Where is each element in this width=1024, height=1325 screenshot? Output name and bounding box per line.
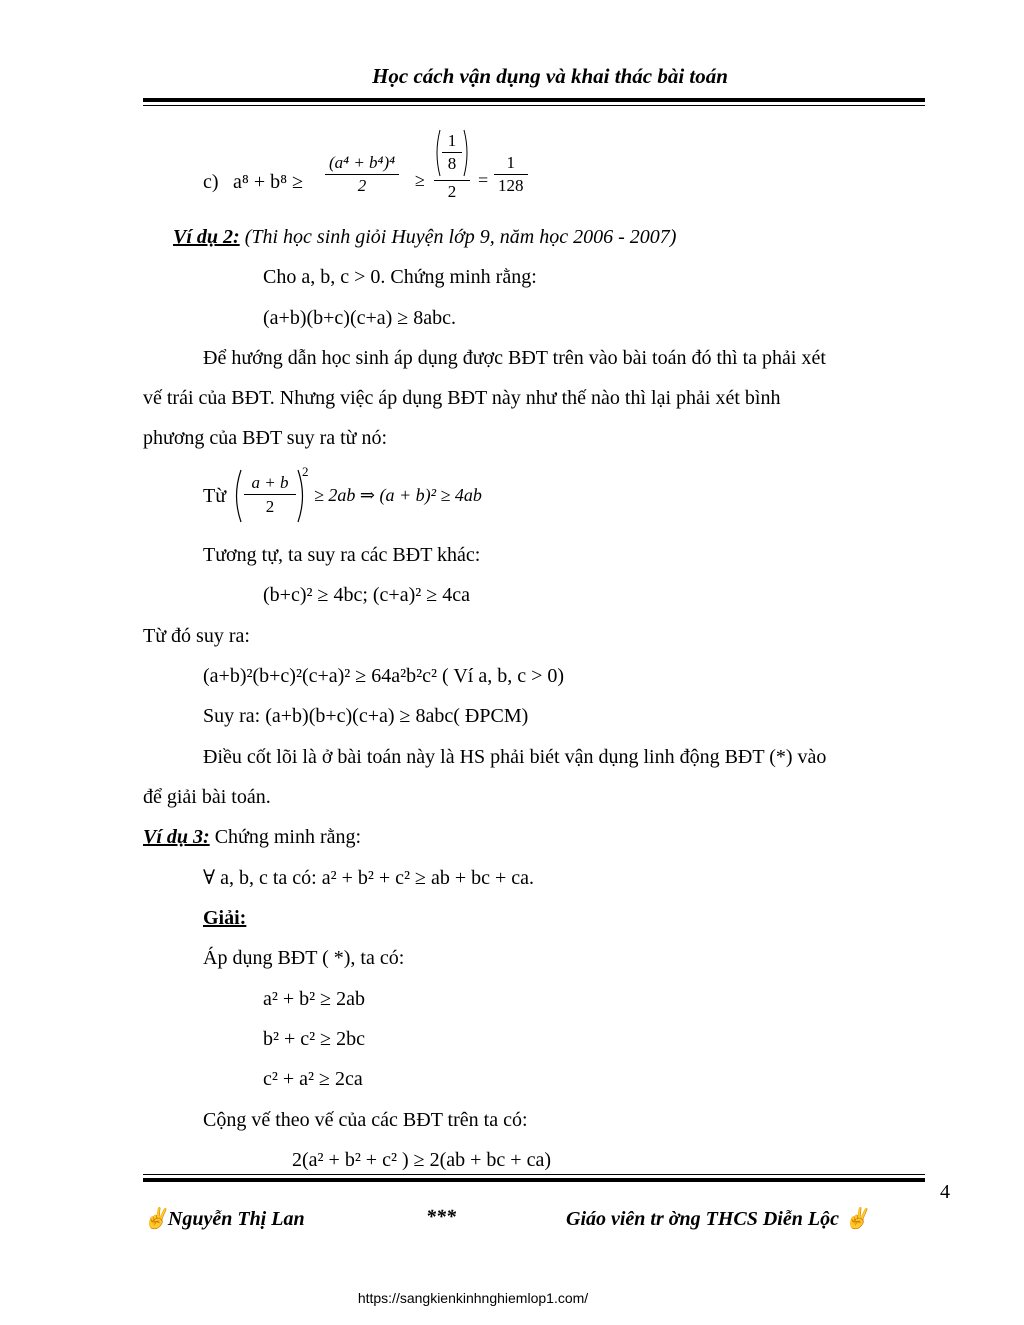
tu-numerator: a + b	[244, 472, 296, 495]
sum-text: Cộng vế theo vế của các BĐT trên ta có:	[203, 1109, 528, 1131]
footer-stars: ***	[426, 1206, 456, 1228]
conclusion-text: Suy ra: (a+b)(b+c)(c+a) ≥ 8abc( ĐPCM)	[203, 705, 529, 727]
footer-school: Giáo viên tr ờng THCS Diễn Lộc ✌	[566, 1208, 869, 1230]
example-3-heading	[143, 825, 361, 849]
sum-expr: 2(a² + b² + c² ) ≥ 2(ab + bc + ca)	[292, 1149, 551, 1171]
inequality-1: a² + b² ≥ 2ab	[263, 988, 366, 1010]
core-line-2: để giải bài toán.	[143, 786, 271, 808]
frac3-numerator: 1	[494, 152, 528, 175]
paragraph-1-line-3: phương của BĐT suy ra từ nó:	[143, 427, 388, 449]
product-expr: (a+b)²(b+c)²(c+a)² ≥ 64a²b²c² ( Ví a, b, c > 0)	[203, 665, 565, 687]
paragraph-1-line-2: vế trái của BĐT. Nhưng việc áp dụng BĐT này như thế nào thì lại phải xét bình	[143, 387, 781, 409]
frac2-denominator: 2	[434, 180, 470, 203]
example-3-claim: ∀ a, b, c ta có: a² + b² + c² ≥ ab + bc + ca.	[203, 867, 535, 889]
from-that-text: Từ đó suy ra:	[143, 625, 250, 647]
inequality-3: c² + a² ≥ 2ca	[263, 1068, 363, 1090]
apply-text: Áp dụng BĐT ( *), ta có:	[203, 947, 405, 969]
footer-rule-thin	[143, 1174, 925, 1175]
part-c-fraction-1	[325, 152, 399, 197]
page-header-title: Học cách vận dụng và khai thác bài toán	[372, 64, 728, 88]
part-c-eq: =	[478, 170, 489, 190]
part-c-fraction-3	[494, 152, 528, 197]
inequality-2: b² + c² ≥ 2bc	[263, 1028, 366, 1050]
example-3-label: Ví dụ 3:	[143, 826, 210, 848]
footer-url[interactable]: https://sangkienkinhnghiemlop1.com/	[357, 1290, 589, 1306]
part-c-ge: ≥	[415, 170, 425, 190]
tu-exponent: 2	[302, 464, 309, 479]
tu-rest: ≥ 2ab ⇒ (a + b)² ≥ 4ab	[314, 485, 482, 505]
example-2-source: (Thi học sinh giỏi Huyện lớp 9, năm học 2006 - 2007)	[244, 226, 677, 248]
footer-rule-thick	[143, 1178, 925, 1182]
inner-numerator: 1	[442, 130, 462, 153]
header-rule-thin	[143, 105, 925, 106]
similar-text: Tương tự, ta suy ra các BĐT khác:	[203, 544, 481, 566]
tu-denominator: 2	[265, 497, 275, 516]
example-3-text: Chứng minh rằng:	[214, 826, 362, 848]
example-2-given: Cho a, b, c > 0. Chứng minh rằng:	[263, 266, 537, 288]
paragraph-1-line-1: Để hướng dẫn học sinh áp dụng được BĐT trên vào bài toán đó thì ta phải xét	[203, 347, 826, 369]
core-line-1: Điều cốt lõi là ở bài toán này là HS phải biét vận dụng linh động BĐT (*) vào	[203, 746, 827, 768]
header-rule-thick	[143, 98, 925, 102]
part-c-fraction-2	[434, 128, 470, 203]
example-2-heading	[173, 225, 676, 249]
example-2-claim: (a+b)(b+c)(c+a) ≥ 8abc.	[263, 307, 457, 329]
tu-label: Từ	[203, 485, 227, 507]
similar-expr: (b+c)² ≥ 4bc; (c+a)² ≥ 4ca	[263, 584, 470, 606]
footer-author: ✌Nguyễn Thị Lan	[143, 1208, 305, 1230]
frac1-denominator: 2	[357, 176, 367, 195]
page-number: 4	[940, 1181, 950, 1203]
inner-denominator: 8	[447, 154, 457, 173]
part-c-expr-left: a⁸ + b⁸ ≥	[233, 171, 304, 193]
example-2-label: Ví dụ 2:	[173, 226, 240, 248]
frac3-denominator: 128	[498, 176, 524, 195]
part-c-label: c)	[203, 171, 219, 193]
frac1-numerator: (a⁴ + b⁴)⁴	[325, 152, 399, 175]
solution-label: Giải:	[203, 907, 247, 929]
